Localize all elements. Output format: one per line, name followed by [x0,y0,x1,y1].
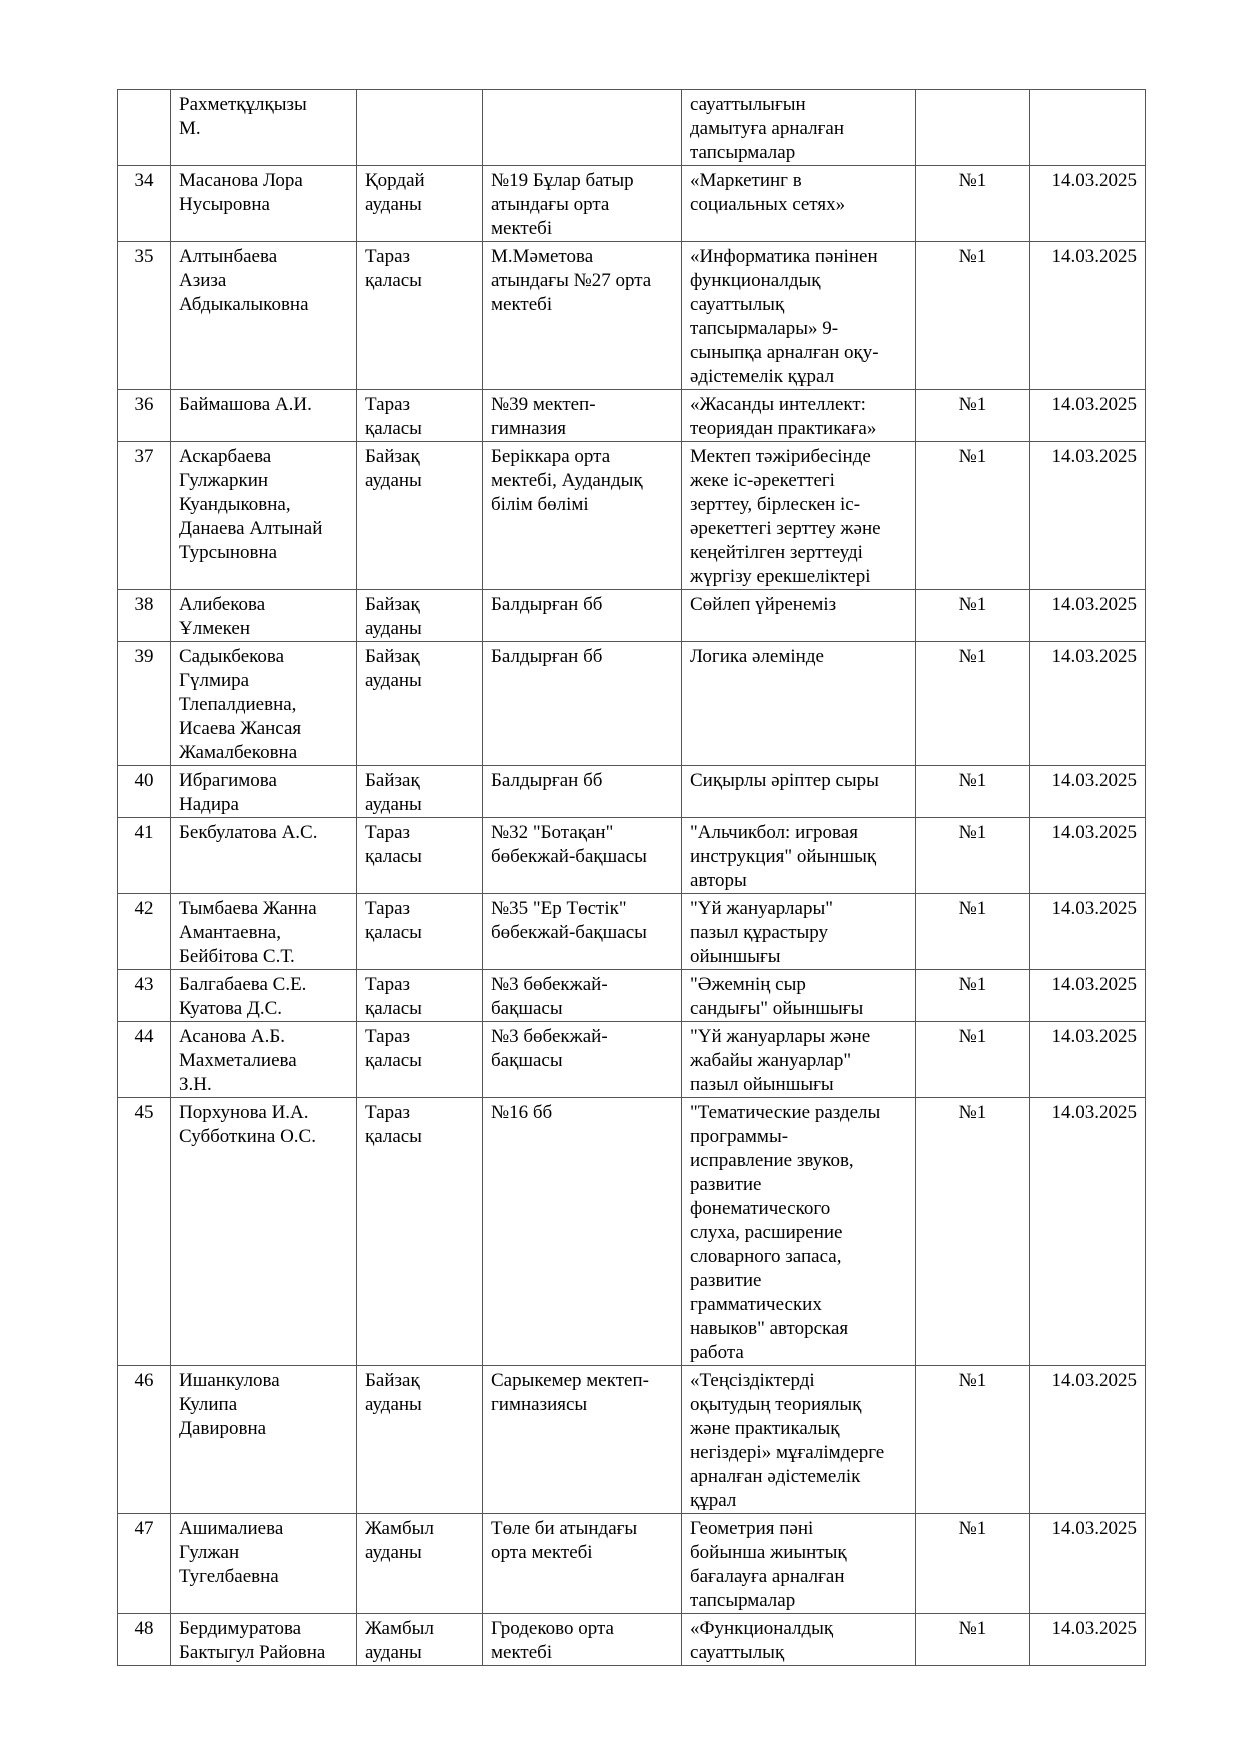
cell-organization: №39 мектеп- гимназия [483,390,682,442]
cell-protocol-number: №1 [916,590,1030,642]
cell-protocol-number: №1 [916,766,1030,818]
cell-organization: №35 "Ер Төстік" бөбекжай-бақшасы [483,894,682,970]
cell-author-name: Аскарбаева Гулжаркин Куандыковна, Данаева Алтынай Турсыновна [171,442,357,590]
cell-protocol-number: №1 [916,1366,1030,1514]
cell-region: Байзақ ауданы [357,642,483,766]
cell-date: 14.03.2025 [1030,1514,1146,1614]
cell-protocol-number: №1 [916,442,1030,590]
cell-date: 14.03.2025 [1030,766,1146,818]
cell-protocol-number: №1 [916,894,1030,970]
cell-work-title: Сиқырлы әріптер сыры [682,766,916,818]
cell-author-name: Ашималиева Гулжан Тугелбаевна [171,1514,357,1614]
table-row [118,442,1146,590]
cell-date: 14.03.2025 [1030,970,1146,1022]
cell-organization: М.Мәметова атындағы №27 орта мектебі [483,242,682,390]
cell-work-title: «Функционалдық сауаттылық [682,1614,916,1666]
cell-organization: №3 бөбекжай- бақшасы [483,1022,682,1098]
cell-row-number [118,90,171,166]
cell-organization: Балдырған бб [483,590,682,642]
cell-region: Тараз қаласы [357,390,483,442]
cell-protocol-number [916,90,1030,166]
cell-row-number: 39 [118,642,171,766]
table-row [118,1098,1146,1366]
cell-organization: Беріккара орта мектебі, Аудандық білім бөлімі [483,442,682,590]
cell-region: Тараз қаласы [357,894,483,970]
cell-organization: №19 Бұлар батыр атындағы орта мектебі [483,166,682,242]
cell-organization: Гродеково орта мектебі [483,1614,682,1666]
cell-work-title: «Теңсіздіктерді оқытудың теориялық және практикалық негіздері» мұғалімдерге арналған әдістемелік құрал [682,1366,916,1514]
cell-organization: Балдырған бб [483,642,682,766]
cell-author-name: Алибекова Ұлмекен [171,590,357,642]
cell-region: Байзақ ауданы [357,766,483,818]
cell-region [357,90,483,166]
cell-row-number: 34 [118,166,171,242]
cell-row-number: 42 [118,894,171,970]
cell-protocol-number: №1 [916,166,1030,242]
cell-author-name: Балгабаева С.Е. Куатова Д.С. [171,970,357,1022]
cell-date: 14.03.2025 [1030,818,1146,894]
cell-author-name: Масанова Лора Нусыровна [171,166,357,242]
cell-row-number: 43 [118,970,171,1022]
cell-region: Тараз қаласы [357,242,483,390]
cell-work-title: Логика әлемінде [682,642,916,766]
cell-work-title: сауаттылығын дамытуға арналған тапсырмалар [682,90,916,166]
cell-region: Тараз қаласы [357,970,483,1022]
cell-row-number: 40 [118,766,171,818]
cell-organization: №3 бөбекжай- бақшасы [483,970,682,1022]
table-row [118,970,1146,1022]
cell-date: 14.03.2025 [1030,242,1146,390]
cell-organization: Төле би атындағы орта мектебі [483,1514,682,1614]
table-row [118,1514,1146,1614]
cell-region: Тараз қаласы [357,1098,483,1366]
cell-protocol-number: №1 [916,642,1030,766]
cell-date: 14.03.2025 [1030,1022,1146,1098]
cell-row-number: 38 [118,590,171,642]
cell-work-title: "Альчикбол: игровая инструкция" ойыншық авторы [682,818,916,894]
table-row [118,642,1146,766]
cell-author-name: Порхунова И.А. Субботкина О.С. [171,1098,357,1366]
cell-author-name: Бекбулатова А.С. [171,818,357,894]
cell-date: 14.03.2025 [1030,894,1146,970]
cell-row-number: 48 [118,1614,171,1666]
cell-protocol-number: №1 [916,1022,1030,1098]
cell-date: 14.03.2025 [1030,1614,1146,1666]
cell-region: Байзақ ауданы [357,1366,483,1514]
cell-protocol-number: №1 [916,242,1030,390]
cell-organization: №16 бб [483,1098,682,1366]
cell-region: Тараз қаласы [357,1022,483,1098]
table-row [118,1614,1146,1666]
table-row [118,590,1146,642]
cell-date: 14.03.2025 [1030,390,1146,442]
table-row [118,766,1146,818]
cell-row-number: 36 [118,390,171,442]
cell-region: Байзақ ауданы [357,442,483,590]
table-row [118,90,1146,166]
cell-author-name: Садыкбекова Гүлмира Тлепалдиевна, Исаева Жансая Жамалбековна [171,642,357,766]
cell-row-number: 46 [118,1366,171,1514]
cell-date: 14.03.2025 [1030,590,1146,642]
cell-protocol-number: №1 [916,818,1030,894]
table-body [118,90,1146,1666]
cell-date: 14.03.2025 [1030,1366,1146,1514]
cell-row-number: 45 [118,1098,171,1366]
cell-date: 14.03.2025 [1030,166,1146,242]
cell-protocol-number: №1 [916,1514,1030,1614]
cell-region: Байзақ ауданы [357,590,483,642]
cell-protocol-number: №1 [916,390,1030,442]
cell-protocol-number: №1 [916,1614,1030,1666]
cell-organization: Балдырған бб [483,766,682,818]
cell-region: Жамбыл ауданы [357,1514,483,1614]
cell-author-name: Алтынбаева Азиза Абдыкалыковна [171,242,357,390]
cell-organization: Сарыкемер мектеп- гимназиясы [483,1366,682,1514]
cell-row-number: 47 [118,1514,171,1614]
cell-row-number: 35 [118,242,171,390]
table-row [118,1366,1146,1514]
cell-work-title: "Үй жануарлары және жабайы жануарлар" пазыл ойыншығы [682,1022,916,1098]
cell-author-name: Тымбаева Жанна Амантаевна, Бейбітова С.Т. [171,894,357,970]
cell-row-number: 41 [118,818,171,894]
cell-author-name: Асанова А.Б. Махметалиева З.Н. [171,1022,357,1098]
cell-protocol-number: №1 [916,1098,1030,1366]
cell-organization [483,90,682,166]
table-row [118,166,1146,242]
cell-date: 14.03.2025 [1030,642,1146,766]
cell-author-name: Ишанкулова Кулипа Давировна [171,1366,357,1514]
cell-work-title: «Маркетинг в социальных сетях» [682,166,916,242]
cell-work-title: Сөйлеп үйренеміз [682,590,916,642]
cell-row-number: 44 [118,1022,171,1098]
table-row [118,1022,1146,1098]
cell-work-title: «Информатика пәнінен функционалдық сауаттылық тапсырмалары» 9- сыныпқа арналған оқу- әдістемелік құрал [682,242,916,390]
cell-work-title: Мектеп тәжірибесінде жеке іс-әрекеттегі зерттеу, бірлескен іс- әрекеттегі зерттеу және кеңейтілген зерттеуді жүргізу ерекшеліктері [682,442,916,590]
cell-work-title: "Тематические разделы программы- исправление звуков, развитие фонематического слуха, расширение словарного запаса, развитие грамматических навыков" авторская работа [682,1098,916,1366]
cell-date: 14.03.2025 [1030,1098,1146,1366]
table-row [118,818,1146,894]
cell-author-name: Бердимуратова Бактыгул Райовна [171,1614,357,1666]
cell-work-title: Геометрия пәні бойынша жиынтық бағалауға арналған тапсырмалар [682,1514,916,1614]
cell-region: Қордай ауданы [357,166,483,242]
cell-author-name: Баймашова А.И. [171,390,357,442]
table-row [118,390,1146,442]
registry-table [117,89,1146,1666]
cell-work-title: "Үй жануарлары" пазыл құрастыру ойыншығы [682,894,916,970]
cell-region: Жамбыл ауданы [357,1614,483,1666]
table-row [118,894,1146,970]
cell-author-name: Ибрагимова Надира [171,766,357,818]
cell-protocol-number: №1 [916,970,1030,1022]
cell-date: 14.03.2025 [1030,442,1146,590]
cell-author-name: Рахметқұлқызы М. [171,90,357,166]
cell-organization: №32 "Ботақан" бөбекжай-бақшасы [483,818,682,894]
table-row [118,242,1146,390]
cell-region: Тараз қаласы [357,818,483,894]
cell-date [1030,90,1146,166]
cell-work-title: "Әжемнің сыр сандығы" ойыншығы [682,970,916,1022]
cell-row-number: 37 [118,442,171,590]
cell-work-title: «Жасанды интеллект: теориядан практикаға» [682,390,916,442]
